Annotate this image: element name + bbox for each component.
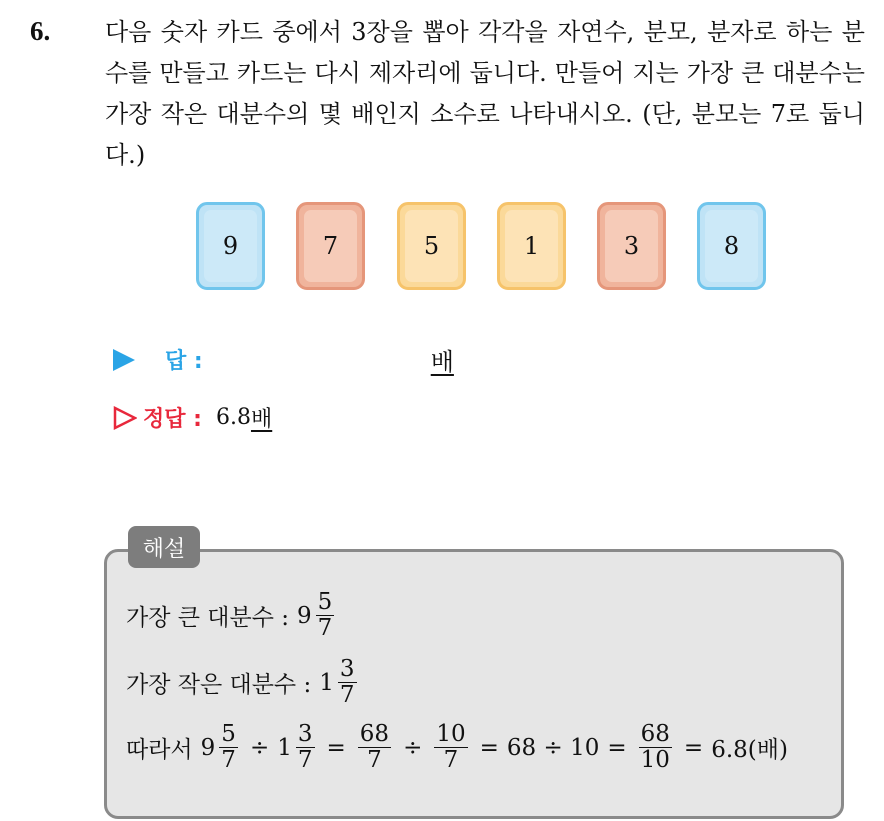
fraction: $\frac{5}{7}$ xyxy=(317,589,333,642)
equals-sign: = xyxy=(326,734,346,761)
solution-tag: 해설 xyxy=(128,526,200,568)
triangle-solid-icon xyxy=(113,349,135,371)
largest-label: 가장 큰 대분수 : xyxy=(126,605,289,632)
solution-line-1 xyxy=(126,590,338,642)
therefore-label: 따라서 xyxy=(126,737,193,764)
fraction: $\frac{5}{7}$ xyxy=(221,721,236,774)
mixed-whole: 9 xyxy=(200,734,216,761)
answer-label: 답 : xyxy=(165,349,203,374)
question-text: 다음 숫자 카드 중에서 3장을 뽑아 각각을 자연수, 분모, 분자로 하는 분수를 만들고 카드는 다시 제자리에 둡니다. 만들어 지는 가장 큰 대분수는 가장 작은 대분수의 몇 배인지 소수로 나타내시오. (단, 분모는 7로 둡니다.) xyxy=(105,18,865,169)
divide-sign: ÷ xyxy=(249,734,270,761)
number-card: 8 xyxy=(697,202,766,290)
solution-line-3 xyxy=(126,722,788,774)
equals-sign: = xyxy=(607,734,627,761)
equals-sign: = xyxy=(683,734,704,761)
solution-line-2 xyxy=(126,657,361,709)
division-expression: 68 ÷ 10 xyxy=(506,734,600,761)
fraction: $\frac{3}{7}$ xyxy=(297,721,313,774)
answer-row xyxy=(113,342,454,377)
question-number: 6. xyxy=(30,16,51,46)
mixed-whole: 1 xyxy=(319,669,334,696)
fraction: $\frac{68}{7}$ xyxy=(359,721,390,774)
number-card: 7 xyxy=(296,202,365,290)
correct-answer-label: 정답 : xyxy=(143,407,202,432)
final-result: 6.8(배) xyxy=(711,737,788,764)
divide-sign: ÷ xyxy=(403,734,423,761)
correct-answer-unit: 배 xyxy=(250,407,273,432)
fraction: $\frac{10}{7}$ xyxy=(436,721,466,774)
number-card: 3 xyxy=(597,202,666,290)
smallest-label: 가장 작은 대분수 : xyxy=(126,672,312,699)
answer-unit: 배 xyxy=(430,348,454,376)
equals-sign: = xyxy=(479,734,499,761)
correct-answer-value: 6.8 xyxy=(215,405,251,430)
mixed-whole: 9 xyxy=(297,602,312,629)
number-card: 1 xyxy=(497,202,566,290)
fraction: $\frac{3}{7}$ xyxy=(339,656,355,709)
number-card: 9 xyxy=(196,202,265,290)
number-card: 5 xyxy=(397,202,466,290)
correct-answer-row xyxy=(113,402,272,433)
mixed-whole: 1 xyxy=(277,734,292,761)
triangle-outline-icon xyxy=(113,406,137,430)
fraction: $\frac{68}{10}$ xyxy=(640,721,670,774)
